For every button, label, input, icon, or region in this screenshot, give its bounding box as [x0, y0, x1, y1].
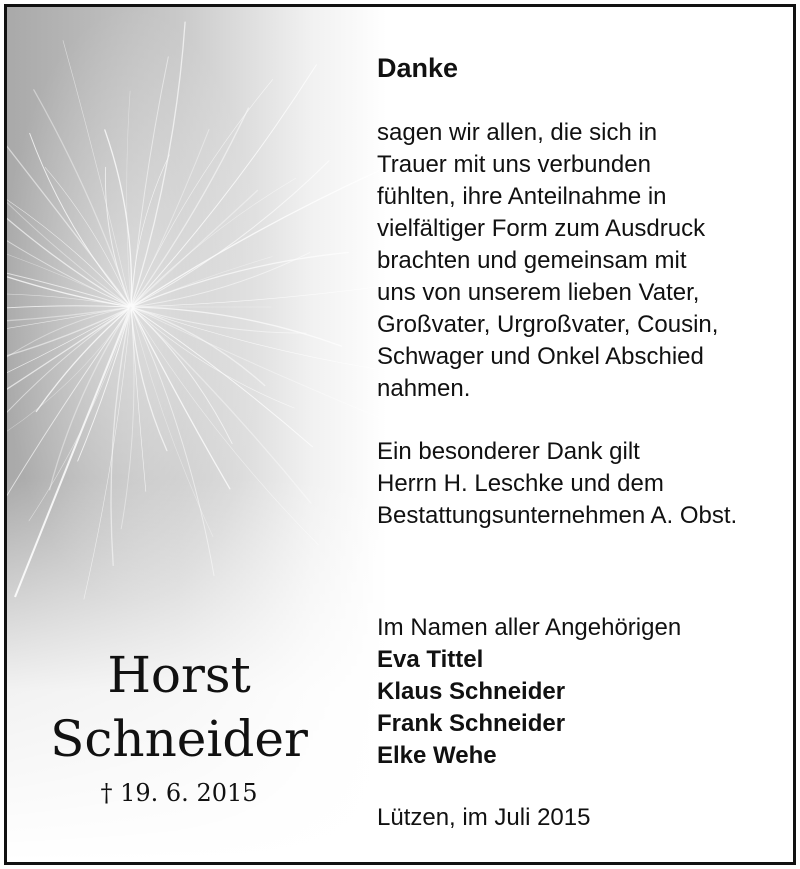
text-line: vielfältiger Form zum Ausdruck [377, 215, 706, 242]
heading-danke: Danke [377, 53, 459, 83]
text-line: uns von unserem lieben Vater, [377, 279, 700, 306]
signature-block [377, 612, 787, 772]
text-line: Ein besonderer Dank gilt [377, 438, 640, 465]
deceased-last-name: Schneider [50, 710, 308, 768]
text-line: Schwager und Onkel Abschied [377, 343, 704, 370]
special-thanks-paragraph [377, 436, 787, 532]
deceased-first-name: Horst [107, 646, 251, 704]
text-line: Großvater, Urgroßvater, Cousin, [377, 311, 719, 338]
signature-name: Klaus Schneider [377, 678, 566, 705]
text-line: nahmen. [377, 375, 471, 402]
text-line: Trauer mit uns verbunden [377, 151, 651, 178]
text-line: Herrn H. Leschke und dem [377, 470, 664, 497]
signature-name: Frank Schneider [377, 710, 566, 737]
place-and-date: Lützen, im Juli 2015 [377, 804, 591, 831]
signature-intro: Im Namen aller Angehörigen [377, 614, 682, 641]
signature-name: Elke Wehe [377, 742, 497, 769]
obituary-card [4, 4, 796, 865]
thanks-paragraph [377, 117, 787, 405]
death-date: † 19. 6. 2015 [100, 779, 258, 807]
text-line: sagen wir allen, die sich in [377, 119, 658, 146]
signature-name: Eva Tittel [377, 646, 484, 673]
text-line: brachten und gemeinsam mit [377, 247, 687, 274]
text-line: Bestattungsunternehmen A. Obst. [377, 502, 738, 529]
text-line: fühlten, ihre Anteilnahme in [377, 183, 667, 210]
